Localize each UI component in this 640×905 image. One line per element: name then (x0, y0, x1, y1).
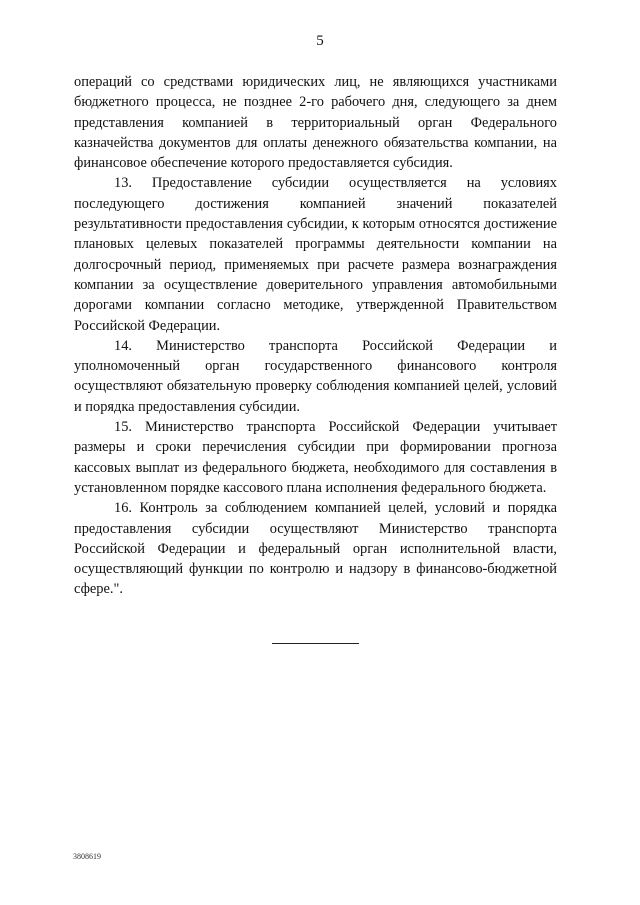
paragraph-item-14: 14. Министерство транспорта Российской Федерации и уполномоченный орган государственного финансового контроля осуществляют обязательную проверку соблюдения компанией целей, условий и порядка предоставления субсидии. (74, 337, 557, 415)
page-number: 5 (316, 33, 324, 49)
paragraph-item-16: 16. Контроль за соблюдением компанией целей, условий и порядка предоставления субсидии осуществляют Министерство транспорта Российской Федерации и федеральный орган исполнительной власти, осуществляющий функции по контролю и надзору в финансово-бюджетной сфере.". (74, 500, 557, 598)
document-body (74, 72, 557, 600)
paragraph-continuation: операций со средствами юридических лиц, не являющихся участниками бюджетного процесса, не позднее 2-го рабочего дня, следующего за днем представления компанией в территориальный орган Федерального казначейства документов для оплаты денежного обязательства компании, на финансовое обеспечение которого предоставляется субсидия. (74, 74, 557, 172)
paragraph-item-13: 13. Предоставление субсидии осуществляется на условиях последующего достижения компанией значений показателей результативности предоставления субсидии, к которым относятся достижение плановых целевых показателей программы деятельности компании на долгосрочный период, применяемых при расчете размера вознаграждения компании за осуществление доверительного управления автомобильными дорогами компании согласно методике, утвержденной Правительством Российской Федерации. (74, 175, 557, 334)
document-code: 3808619 (73, 852, 101, 861)
paragraph-item-15: 15. Министерство транспорта Российской Федерации учитывает размеры и сроки перечисления субсидии при формировании прогноза кассовых выплат из федерального бюджета, необходимого для составления в установленном порядке кассового плана исполнения федерального бюджета. (74, 419, 557, 496)
end-divider-line (272, 643, 359, 644)
